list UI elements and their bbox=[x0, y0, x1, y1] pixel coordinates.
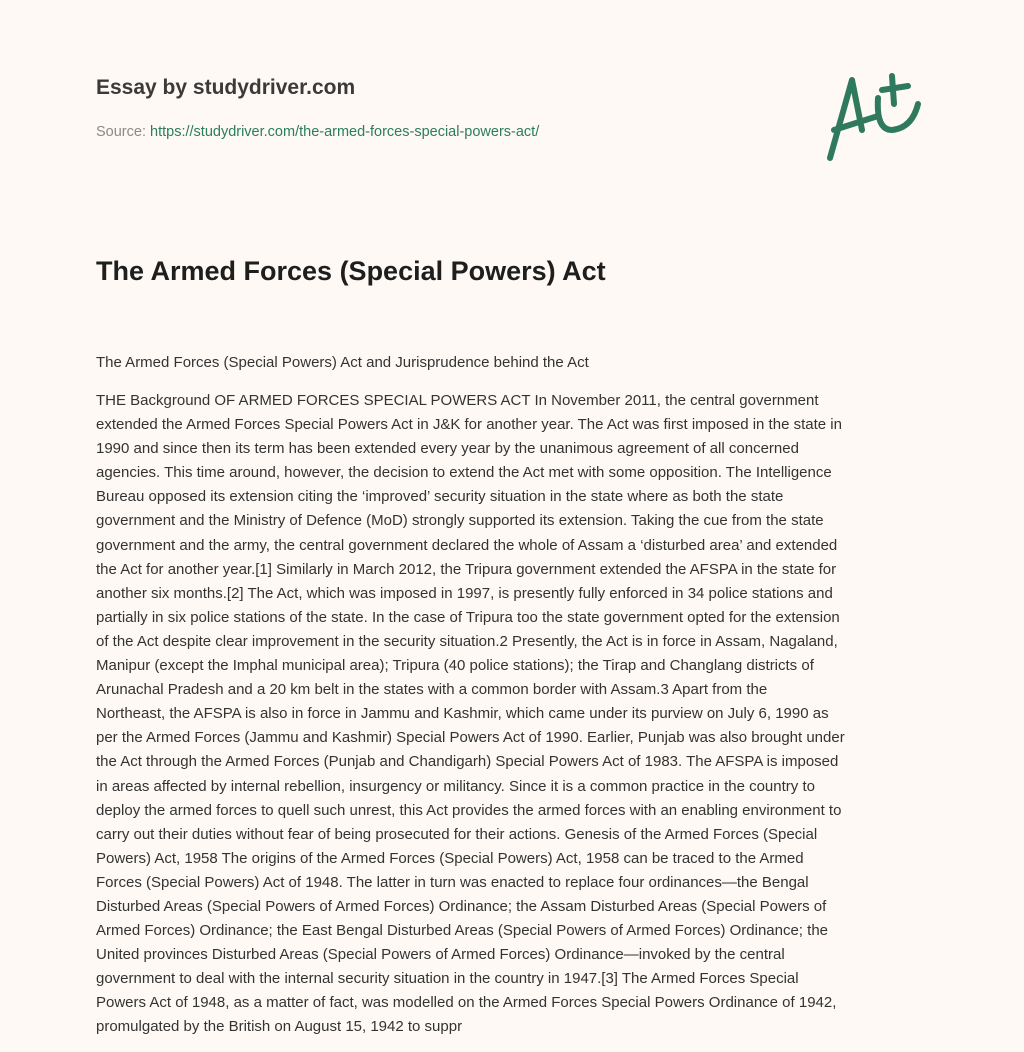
body-line: Forces (Special Powers) Act of 1948. The latter in turn was enacted to replace four ordinances—the Bengal bbox=[96, 873, 809, 891]
body-line: another six months.[2] The Act, which was imposed in 1997, is presently fully enforced in 34 police stations and bbox=[96, 584, 833, 602]
body-line: Armed Forces) Ordinance; the East Bengal Disturbed Areas (Special Powers of Armed Forces) Ordinance; the bbox=[96, 922, 828, 940]
source-label: Source: bbox=[96, 124, 146, 140]
body-line: partially in six police stations of the state. In the case of Tripura too the state government opted for the extension bbox=[96, 608, 840, 626]
body-line: per the Armed Forces (Jammu and Kashmir) Special Powers Act of 1990. Earlier, Punjab was also brought under bbox=[96, 729, 845, 747]
body-line: United provinces Disturbed Areas (Special Powers of Armed Forces) Ordinance—invoked by the central bbox=[96, 946, 785, 964]
body-line: of the Act despite clear improvement in the security situation.2 Presently, the Act is in force in Assam, Nagaland, bbox=[96, 632, 838, 650]
body-line: extended the Armed Forces Special Powers Act in J&K for another year. The Act was first imposed in the state in bbox=[96, 416, 842, 434]
body-line: the Act through the Armed Forces (Punjab and Chandigarh) Special Powers Act of 1983. The AFSPA is imposed bbox=[96, 753, 839, 771]
body-line: agencies. This time around, however, the decision to extend the Act met with some opposition. The Intelligence bbox=[96, 464, 832, 482]
body-line: in areas affected by internal rebellion, insurgency or militancy. Since it is a common practice in the country to bbox=[96, 777, 815, 795]
body-line: Northeast, the AFSPA is also in force in Jammu and Kashmir, which came under its purview on July 6, 1990 as bbox=[96, 705, 829, 723]
a-plus-logo-icon bbox=[820, 68, 930, 168]
body-line: carry out their duties without fear of being prosecuted for their actions. Genesis of the Armed Forces (Special bbox=[96, 825, 818, 843]
essay-body bbox=[96, 389, 936, 1040]
body-line: Manipur (except the Imphal municipal area); Tripura (40 police stations); the Tirap and Changlang districts of bbox=[96, 657, 814, 675]
essay-subtitle: The Armed Forces (Special Powers) Act and Jurisprudence behind the Act bbox=[96, 354, 589, 371]
body-line: government to deal with the internal security situation in the country in 1947.[3] The Armed Forces Special bbox=[96, 970, 799, 988]
body-line: THE Background OF ARMED FORCES SPECIAL POWERS ACT In November 2011, the central government bbox=[96, 392, 819, 409]
body-line: Disturbed Areas (Special Powers of Armed Forces) Ordinance; the Assam Disturbed Areas (Special Powers of bbox=[96, 897, 827, 915]
source-line bbox=[96, 124, 539, 140]
body-line: promulgated by the British on August 15, 1942 to suppr bbox=[96, 1018, 463, 1036]
site-brand: Essay by studydriver.com bbox=[96, 76, 356, 99]
body-line: the Act for another year.[1] Similarly in March 2012, the Tripura government extended the AFSPA in the state for bbox=[96, 560, 837, 578]
body-line: government and the army, the central government declared the whole of Assam a ‘disturbed area’ and extended bbox=[96, 536, 838, 554]
page-title: The Armed Forces (Special Powers) Act bbox=[96, 256, 606, 286]
source-link[interactable]: https://studydriver.com/the-armed-forces-special-powers-act/ bbox=[150, 124, 540, 140]
body-line: Arunachal Pradesh and a 20 km belt in the states with a common border with Assam.3 Apart from the bbox=[96, 681, 768, 699]
body-line: Powers) Act, 1958 The origins of the Armed Forces (Special Powers) Act, 1958 can be traced to the Armed bbox=[96, 849, 804, 867]
body-line: Bureau opposed its extension citing the ‘improved’ security situation in the state where as both the state bbox=[96, 488, 784, 506]
body-line: deploy the armed forces to quell such unrest, this Act provides the armed forces with an enabling environment to bbox=[96, 801, 842, 819]
body-line: 1990 and since then its term has been extended every year by the unanimous agreement of all concerned bbox=[96, 440, 799, 458]
body-line: government and the Ministry of Defence (MoD) strongly supported its extension. Taking the cue from the state bbox=[96, 512, 824, 530]
body-line: Powers Act of 1948, as a matter of fact, was modelled on the Armed Forces Special Powers Ordinance of 1942, bbox=[96, 994, 837, 1012]
